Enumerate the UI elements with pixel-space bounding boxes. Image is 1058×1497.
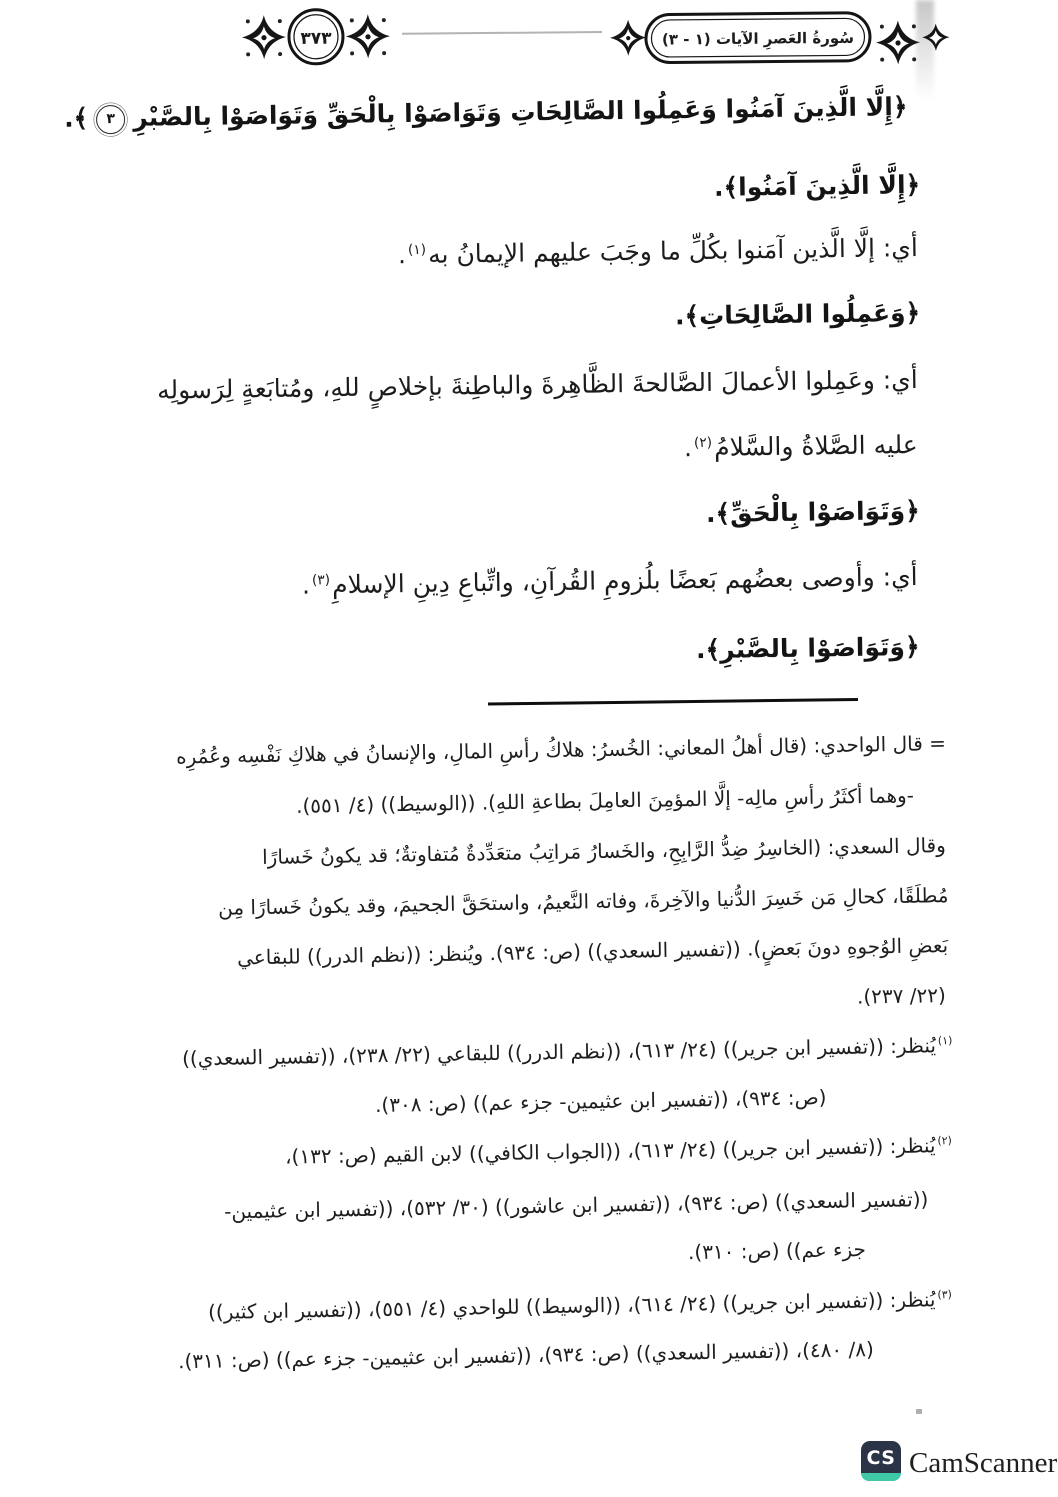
header-rule (402, 31, 602, 34)
footnote-line (237, 933, 952, 969)
camscanner-icon-accent-strip (861, 1473, 901, 1481)
footnote-text: (٨/ ٤٨٠)، ((تفسير السعدي)) (ص: ٩٣٤)، ((تفسير ابن عثيمين- جزء عم)) (ص: ٣١١). (178, 1337, 875, 1374)
footnote-line (217, 883, 952, 920)
footnote-marker: (٣) (937, 1288, 953, 1302)
footnote-text: ((تفسير السعدي)) (ص: ٩٣٤)، ((تفسير ابن عاشور)) (٣٠/ ٥٣٢)، ((تفسير ابن عثيمين- (223, 1187, 929, 1224)
footnote-text: وقال السعدي: (الخاسِرُ ضِدُّ الرَّابِحِ، والخَسارُ مَراتِبُ متعَدِّدةٌ مُتفاوتةٌ؛ قد يكونُ خَسارًا (262, 833, 947, 870)
footnote-text: يُنظر: ((تفسير ابن جرير)) (٢٤/ ٦١٤)، ((الوسيط)) للواحدي (٤/ ٥٥١)، ((تفسير ابن كثير)) (207, 1287, 936, 1325)
header-page-number-ornament (232, 2, 403, 77)
page-number-ornament-svg (232, 2, 403, 73)
diamond-ornament-icon (610, 20, 646, 56)
footnote-ref: (٢) (694, 434, 713, 451)
footnote-text: يُنظر: ((تفسير ابن جرير)) (٢٤/ ٦١٣)، ((الجواب الكافي)) لابن القيم (ص: ١٣٢)، (284, 1133, 936, 1169)
footnote-line (285, 1133, 954, 1169)
footnote-text: -وهما أكثَرُ رأسِ مالِه- إلَّا المؤمِنَ العامِلَ بطاعةِ اللهِ). ((الوسيط)) (٤/ ٥٥١). (295, 783, 915, 818)
footnote-line (857, 983, 950, 1009)
scan-speck (916, 1409, 922, 1414)
diamond-ornament-icon (922, 23, 950, 51)
footnote-marker: (٢) (937, 1134, 953, 1148)
footnote-text: بَعضِ الوُجوهِ دونَ بَعضٍ). ((تفسير السعدي)) (ص: ٩٣٤). ويُنظر: ((نظم الدرر)) للبقاعي (236, 933, 949, 970)
footnote-line (178, 1337, 878, 1373)
footnote-text: = قال الواحدي: (قال أهلُ المعاني: الخُسرُ: هلاكُ رأسِ المالِ، والإنسانُ في هلاكِ نَفْسِه وعُمُرِه (176, 731, 947, 769)
footnote-line (688, 1237, 870, 1264)
footnote-line (176, 731, 950, 769)
footnote-line (262, 833, 950, 869)
diamond-ornament-icon (876, 20, 920, 64)
quran-verse-line: ﴿وَتَوَاصَوْا بِالْحَقِّ﴾. (706, 496, 921, 528)
quran-verse-line: ﴿إِلَّا الَّذِينَ آمَنُوا﴾. (713, 170, 921, 202)
footnote-text: جزء عم)) (ص: ٣١٠). (687, 1237, 867, 1265)
commentary-text: أي: إلَّا الَّذين آمَنوا بكُلِّ ما وجَبَ عليهم الإيمانُ به (428, 233, 919, 269)
footnote-line (224, 1187, 933, 1223)
footnote-text: يُنظر: ((تفسير ابن جرير)) (٢٤/ ٦١٣)، ((نظم الدرر)) للبقاعي (٢٢/ ٢٣٨)، ((تفسير السعدي)) (181, 1033, 936, 1071)
quran-verse-line: ﴿وَتَوَاصَوْا بِالصَّبْرِ﴾. (696, 632, 921, 665)
page-number: ٣٧٣ (300, 28, 332, 49)
commentary-tail: . (302, 570, 311, 600)
commentary-text: أي: وأوصى بعضُهم بَعضًا بلُزومِ القُرآنِ، واتِّباعِ دِينِ الإسلامِ (332, 562, 919, 600)
commentary-line: أي: وعَمِلوا الأعمالَ الصَّالحةَ الظَّاهِرةَ والباطِنةَ بإخلاصٍ للهِ، ومُتابَعةٍ لِرَسولِه (157, 365, 919, 405)
footnote-ref: (١) (408, 241, 427, 258)
camscanner-icon-label: CS (866, 1446, 896, 1469)
footnote-text: (ص: ٩٣٤)، ((تفسير ابن عثيمين- جزء عم)) (ص: ٣٠٨). (374, 1085, 827, 1117)
quran-verse-line: ﴿وَعَمِلُوا الصَّالِحَاتِ﴾. (674, 298, 921, 331)
diamond-ornament-icon (346, 14, 390, 58)
commentary-line (398, 233, 918, 269)
verse-close: ﴾. (64, 103, 89, 133)
commentary-line (302, 562, 918, 600)
footnote-marker: (١) (937, 1034, 953, 1048)
verse-text: ﴿إِلَّا الَّذِينَ آمَنُوا وَعَمِلُوا الصَّالِحَاتِ وَتَوَاصَوْا بِالْحَقِّ وَتَوَاصَوْا بِالصَّبْرِ (133, 92, 909, 132)
title-cartouche-svg (600, 2, 953, 75)
header-title-cartouche (600, 2, 953, 79)
footnote-line (296, 783, 918, 818)
camscanner-icon (861, 1441, 901, 1481)
camscanner-watermark-text: CamScanner (909, 1447, 1058, 1479)
commentary-tail: . (398, 240, 407, 270)
footnote-line (208, 1287, 954, 1324)
footnote-ref: (٣) (312, 571, 331, 589)
ayah-number-marker: ٣ (97, 104, 126, 133)
commentary-text: عليه الصَّلاةُ والسَّلامُ (714, 430, 919, 462)
commentary-tail: . (684, 433, 693, 463)
footnote-text: (٢٢/ ٢٣٧). (856, 983, 947, 1009)
footnote-line (374, 1085, 830, 1117)
footnote-line (181, 1033, 954, 1070)
commentary-line (684, 430, 918, 462)
footnote-text: مُطلَقًا، كحالِ مَن خَسِرَ الدُّنيا والآخِرةَ، وفاته النَّعيمُ، واستحَقَّ الجحيمَ، وقد يكونُ خَسارًا مِن (217, 883, 949, 920)
quran-verse-line-full (64, 92, 908, 134)
footnote-separator (488, 698, 858, 706)
diamond-ornament-icon (242, 15, 286, 59)
surah-title: سُورةُ العَصرِ الآيات (١ - ٣) (661, 28, 855, 49)
